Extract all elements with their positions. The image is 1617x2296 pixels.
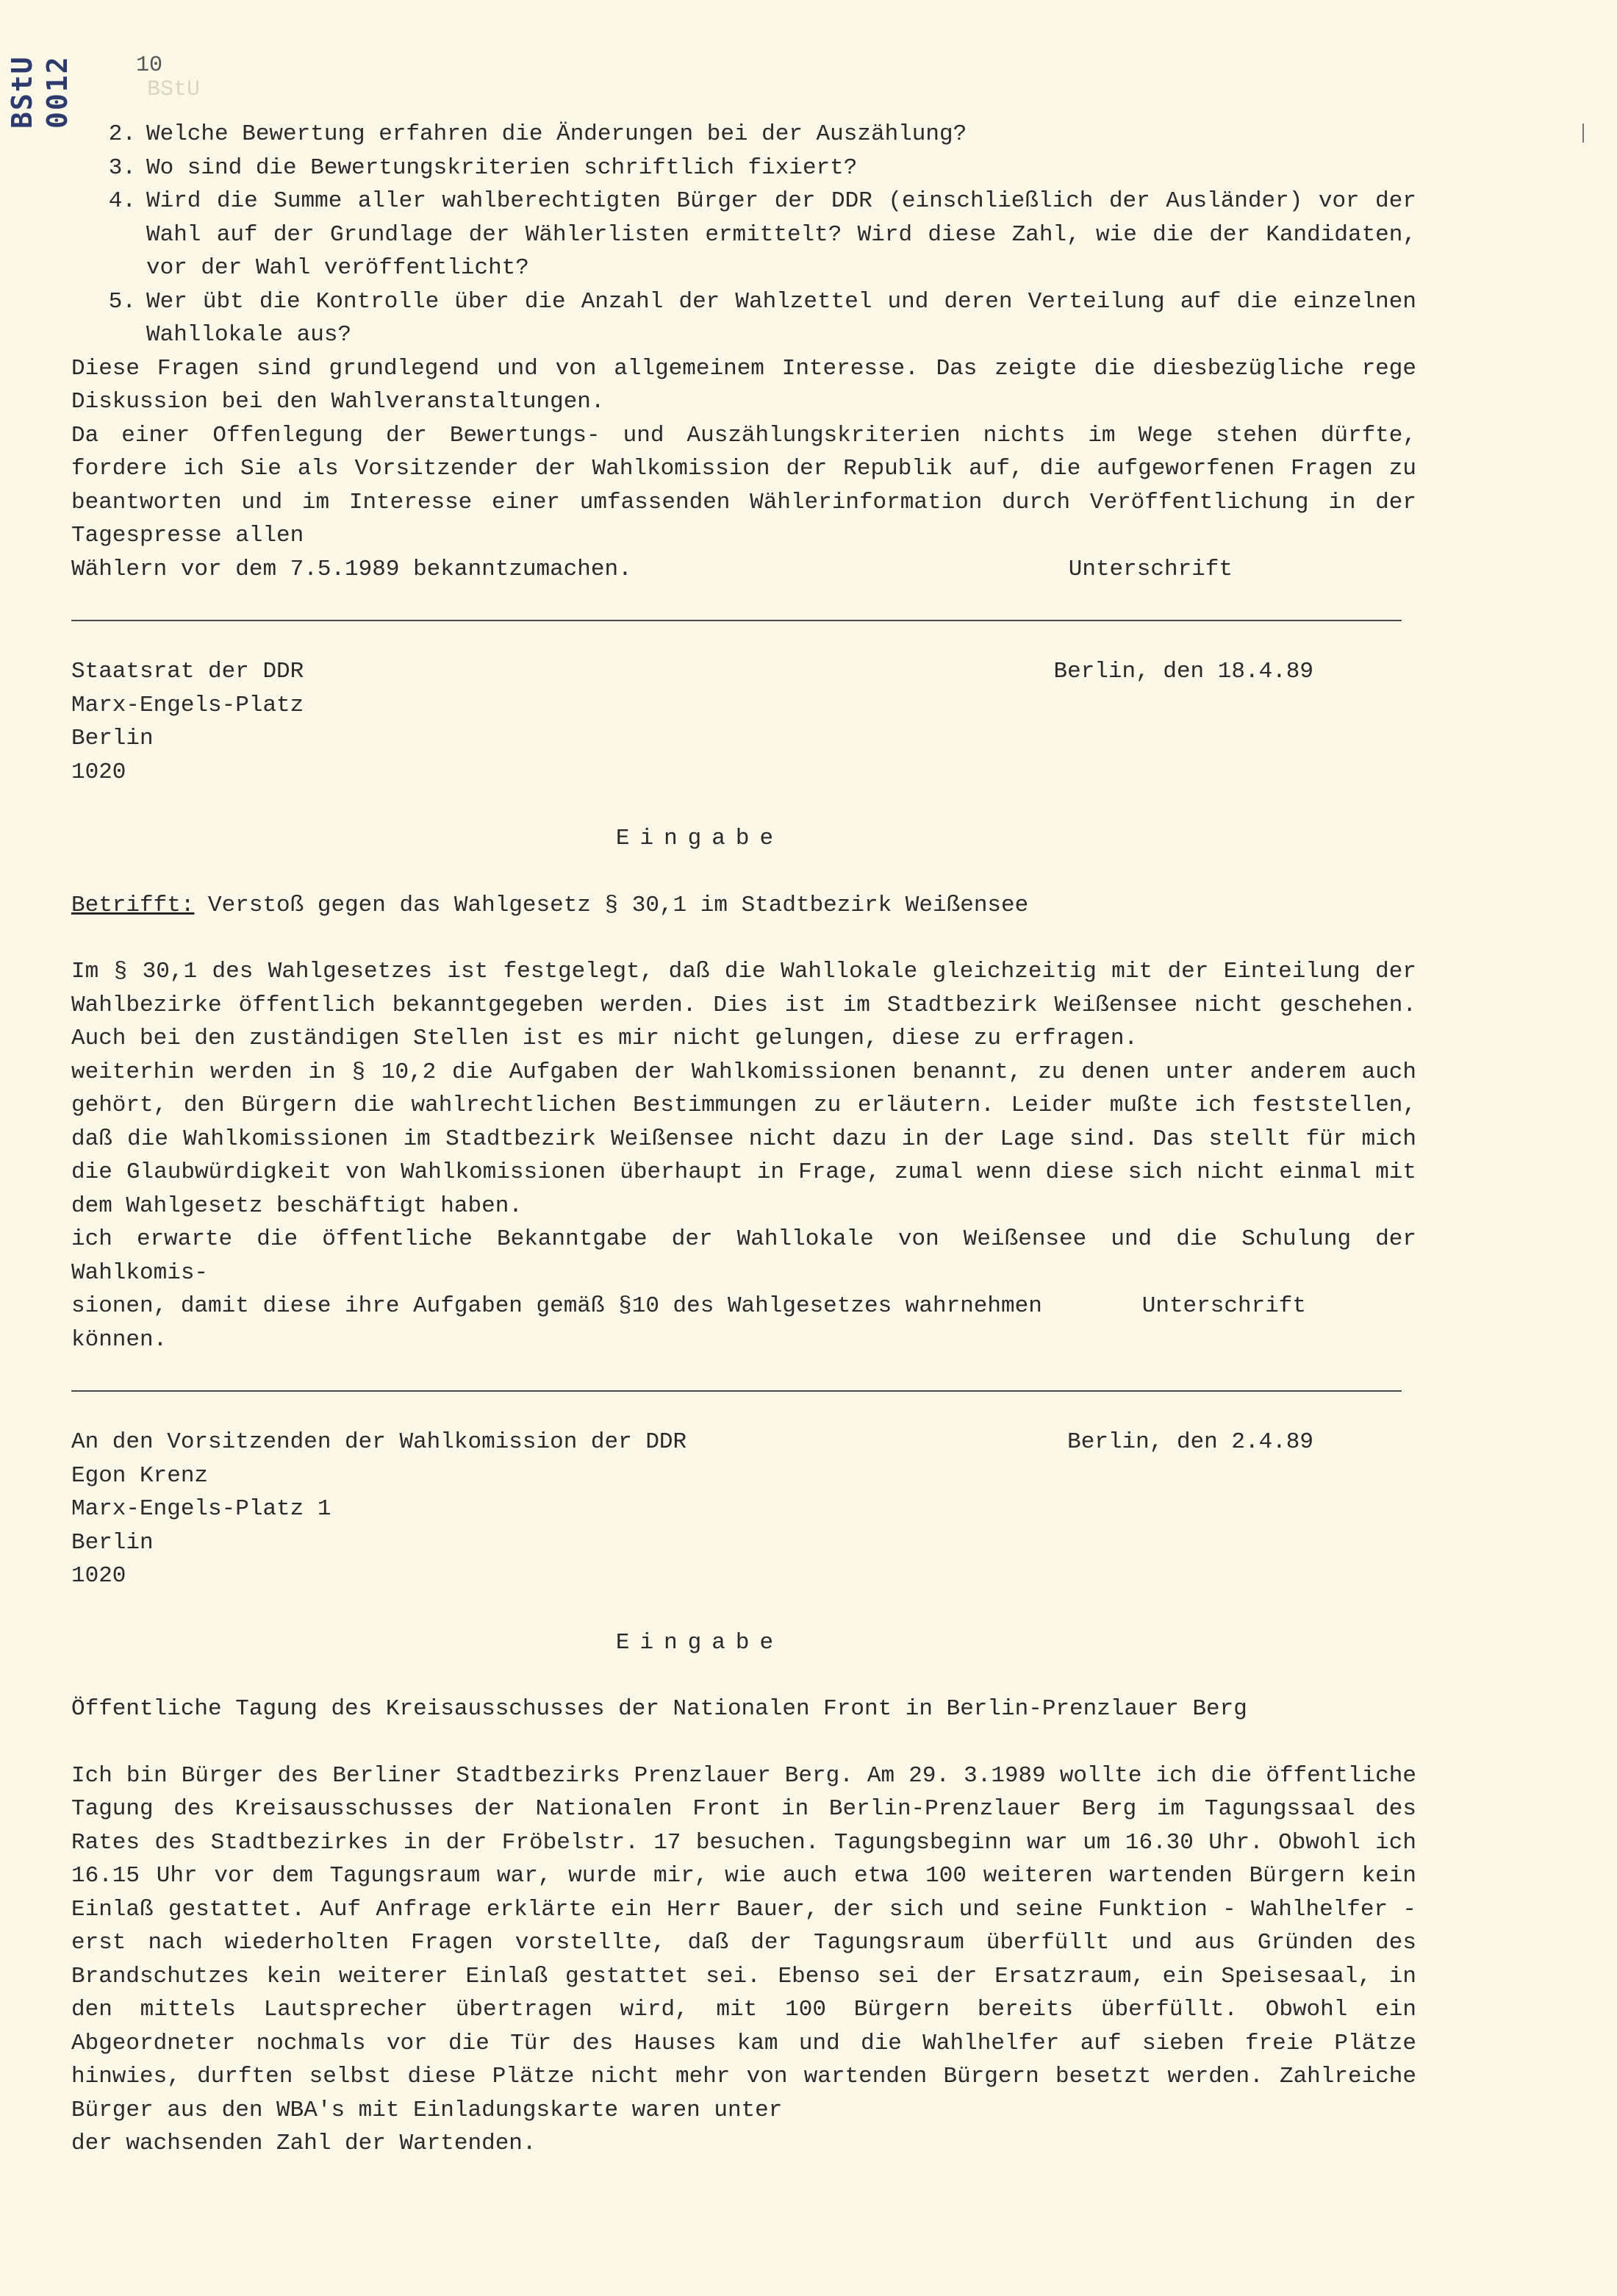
list-item-text: Wer übt die Kontrolle über die Anzahl der Wahlzettel und deren Verteilung auf die einzelnen Wahllokale aus? [146,288,1416,348]
address-line: Egon Krenz [71,1462,209,1489]
letter2-paragraph: Im § 30,1 des Wahlgesetzes ist festgelegt, daß die Wahllokale gleichzeitig mit der Einteilung der Wahlbezirke öffentlich bekanntgegeben werden. Dies ist im Stadtbezirk Weißensee nicht geschehen. Auch bei den zuständigen Stellen ist es mir nicht gelungen, diese zu erfragen. [71,959,1416,1051]
letter3-heading: Eingabe [615,1629,784,1656]
address-line: Marx-Engels-Platz 1 [71,1496,331,1522]
ghost-stamp: BStU [147,77,201,102]
list-item [71,285,1416,352]
question-list [71,118,1416,352]
list-item-text: Welche Bewertung erfahren die Änderungen bei der Auszählung? [146,121,967,147]
section-divider [71,620,1402,621]
list-item-text: Wo sind die Bewertungskriterien schriftlich fixiert? [146,154,858,181]
address-line: Marx-Engels-Platz [71,692,304,718]
letter2-heading: Eingabe [615,826,784,851]
letter2-subject [71,889,1416,923]
letter2-date: Berlin, den 18.4.89 [1053,659,1313,684]
address-line: 1020 [71,1563,126,1589]
subject-text: Verstoß gegen das Wahlgesetz § 30,1 im Stadtbezirk Weißensee [208,892,1029,918]
letter2-paragraph-end: sionen, damit diese ihre Aufgaben gemäß §10 des Wahlgesetzes wahrnehmen können. [71,1293,1042,1353]
letter3-subject: Öffentliche Tagung des Kreisausschusses der Nationalen Front in Berlin-Prenzlauer Berg [71,1696,1247,1722]
address-line: An den Vorsitzenden der Wahlkomission der DDR [71,1429,687,1455]
letter3-address [71,1426,686,1593]
section-divider [71,1390,1402,1392]
letter1-paragraph-end: Wählern vor dem 7.5.1989 bekanntzumachen. [71,556,632,582]
subject-label: Betrifft: [71,892,195,918]
letter3-date: Berlin, den 2.4.89 [1067,1429,1313,1455]
list-item-number: 4. [108,188,136,214]
list-item-text: Wird die Summe aller wahlberechtigten Bürger der DDR (einschließlich der Ausländer) vor der Wahl auf der Grundlage der Wählerlisten ermittelt? Wird diese Zahl, wie die der Kandidaten, vor der Wahl veröffentlicht? [146,188,1416,281]
list-item [71,151,1416,185]
letter2-closing-line [71,1290,1416,1356]
signature-label: Unterschrift [1141,1293,1306,1319]
letter3-paragraph: Ich bin Bürger des Berliner Stadtbezirks Prenzlauer Berg. Am 29. 3.1989 wollte ich die öffentliche Tagung des Kreisausschusses der Nationalen Front in Berlin-Prenzlauer Berg im Tagungssaal des Rates des Stadtbezirkes in der Fröbelstr. 17 besuchen. Tagungsbeginn war um 16.30 Uhr. Obwohl ich 16.15 Uhr vor dem Tagungsraum war, wurde mir, wie auch etwa 100 weiteren wartenden Bürgern kein Einlaß gestattet. Auf Anfrage erklärte ein Herr Bauer, der sich und seine Funktion - Wahlhelfer - erst nach wiederholten Fragen vorstellte, daß der Tagungsraum überfüllt und aus Gründen des Brandschutzes kein weiterer Einlaß gestattet sei. Ebenso sei der Ersatzraum, ein Speisesaal, in den mittels Lautsprecher übertragen wird, mit 100 Bürgern bereits überfüllt. Obwohl ein Abgeordneter nochmals vor die Tür des Hauses kam und die Wahlhelfer auf sieben freie Plätze hinwies, durften selbst diese Plätze nicht mehr von wartenden Bürgern besetzt werden. Zahlreiche Bürger aus den WBA's mit Einladungskarte waren unter [71,1762,1416,2123]
letter1-paragraph: Da einer Offenlegung der Bewertungs- und Auszählungskriterien nichts im Wege stehen dürfte, fordere ich Sie als Vorsitzender der Wahlkomission der Republik auf, die aufgeworfenen Fragen zu beantworten und im Interesse einer umfassenden Wählerinformation durch Veröffentlichung in der Tagespresse allen [71,422,1416,548]
letter1-paragraph: Diese Fragen sind grundlegend und von allgemeinem Interesse. Das zeigte die diesbezügliche rege Diskussion bei den Wahlveranstaltungen. [71,355,1416,415]
letter1-closing-line [71,553,1416,587]
letter2-paragraph: ich erwarte die öffentliche Bekanntgabe der Wahllokale von Weißensee und die Schulung der Wahlkomis- [71,1226,1416,1286]
letter2-address [71,655,304,789]
document-body [71,118,1416,2161]
letter3-header [71,1426,1416,1593]
list-item [71,118,1416,151]
list-item [71,185,1416,285]
letter3-paragraph-end: der wachsenden Zahl der Wartenden. [71,2131,537,2156]
address-line: Staatsrat der DDR [71,659,304,684]
page-number: 10 [136,53,163,78]
list-item-number: 3. [108,154,136,181]
address-line: Berlin [71,726,154,751]
letter2-paragraph: weiterhin werden in § 10,2 die Aufgaben der Wahlkomissionen benannt, zu denen unter anderem auch gehört, den Bürgern die wahlrechtlichen Bestimmungen zu erläutern. Leider mußte ich feststellen, daß die Wahlkomissionen im Stadtbezirk Weißensee nicht dazu in der Lage sind. Das stellt für mich die Glaubwürdigkeit von Wahlkomissionen überhaupt in Frage, zumal wenn diese sich nicht einmal mit dem Wahlgesetz beschäftigt haben. [71,1059,1416,1219]
archive-stamp-line1: BStU [6,55,38,129]
address-line: Berlin [71,1529,154,1556]
address-line: 1020 [71,759,126,785]
list-item-number: 5. [108,288,136,315]
letter2-header [71,655,1416,789]
archive-stamp-line2: 0012 [41,55,74,129]
margin-mark [1582,124,1584,143]
list-item-number: 2. [108,121,136,147]
signature-label: Unterschrift [1068,556,1233,582]
